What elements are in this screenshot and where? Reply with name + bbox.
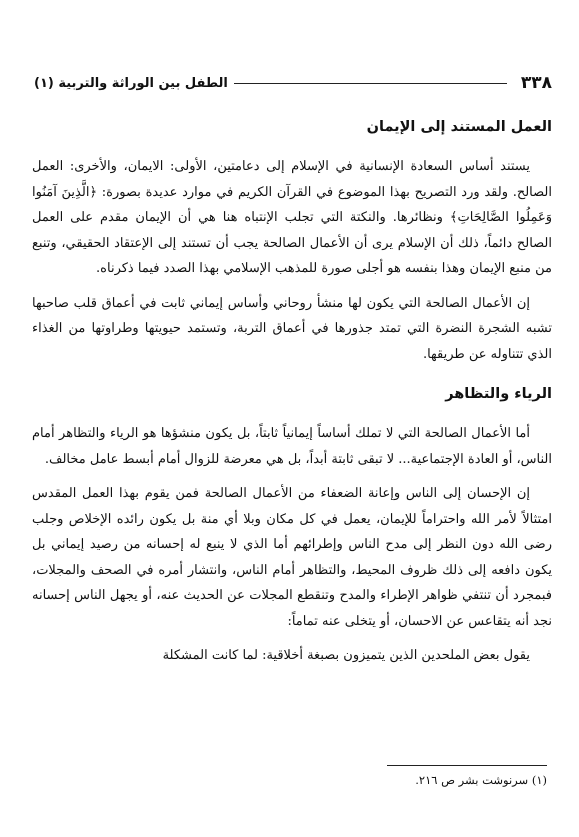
text-line: والأخرى: العمل الصالح. ولقد ورد التصريح بهذا الموضوع في القرآن الكريم في (32, 159, 552, 200)
text-line: الذي لا ينبع له إحسانه من رصيد إيماني بل يكون دافعه إلى ذلك ظروف المحيط، (32, 537, 553, 578)
running-title: الطفل بين الوراثة والتربية (١) (34, 75, 228, 91)
text-line: ظواهر الإطراء والمدح وتنقطع المجلات عن الحديث عنه، أو يجهل الناس إحسانه (32, 588, 458, 603)
footnote: (١) سرنوشت بشر ص ٢١٦. (415, 773, 547, 787)
text-line: إن الأعمال الصالحة التي يكون لها منشأ روحاني وأساس إيماني ثابت في (139, 295, 530, 311)
text-line: العمل المقدس امتثالاً لأمر الله واحتراماً للإيمان، يعمل في كل مكان وبلا أي منة بل (32, 486, 552, 527)
text-line: يستند أساس السعادة الإنسانية في الإسلام إلى دعامتين، الأولى: الايمان، (123, 159, 531, 174)
page-body (32, 112, 552, 669)
paragraph (32, 154, 552, 282)
paragraph (32, 291, 552, 368)
section-heading-faith-based-work: العمل المستند إلى الإيمان (366, 119, 552, 135)
header-rule (234, 83, 507, 84)
text-line: إن الإحسان إلى الناس وإعانة الضعفاء من الأعمال الصالحة فمن يقوم بهذا (118, 486, 530, 501)
text-line: تجلب الإنتباه هنا هي أن الإيمان مقدم على العمل الصالح دائماً، ذلك أن الإسلام (32, 210, 552, 251)
page-header (34, 72, 552, 94)
text-line: معرضة للزوال أمام أبسط عامل مخالف. (44, 451, 262, 467)
text-line: وتستمد حيويتها وطراوتها من الغذاء الذي تتناوله عن طريقها. (32, 321, 552, 362)
text-line: نجد أنه يتقاعس عن الاحسان، أو يتخلى عنه تماماً: (287, 613, 552, 629)
text-line: والتظاهر أمام الناس، وانتشار أمره في الصحف والمجلات، فبمجرد أن تنتفي (32, 562, 552, 603)
paragraph (32, 421, 552, 472)
footnote-rule (387, 765, 547, 766)
text-line: يكون رائده الإخلاص وجلب رضى الله دون النظر إلى مدح الناس وإطرائهم أما (32, 511, 552, 552)
text-line: يرى أن الأعمال الصالحة يجب أن تستند إلى الإعتقاد الحقيقي، وتنبع من منبع (32, 235, 552, 276)
section-heading-hypocrisy: الرياء والتظاهر (445, 386, 552, 402)
text-line: يقول بعض الملحدين الذين يتميزون بصبغة أخلاقية: لما كانت المشكلة (162, 648, 530, 663)
text-line: الإيمان وهذا بنفسه هو أجلى صورة للمذهب الإسلامي بهذا الصدد فيما ذكرناه. (96, 261, 506, 276)
text-line: أعماق قلب صاحبها تشبه الشجرة النضرة التي تمتد جذورها في أعماق التربة، (32, 295, 553, 336)
paragraph (32, 643, 552, 669)
page-number: ٣٣٨ (520, 73, 552, 93)
paragraph (32, 481, 552, 634)
text-line: موارد عديدة بصورة: ﴿الَّذِينَ آمَنُوا وَعَمِلُوا الصَّالِحَاتِ﴾ ونظائرها. والنكتة التي (32, 184, 552, 225)
text-line: الرياء والتظاهر أمام الناس، أو العادة الإجتماعية... لا تبقى ثابتة أبداً، بل هي (32, 426, 552, 467)
text-line: أما الأعمال الصالحة التي لا تملك أساساً إيمانياً ثابتاً، بل يكون منشؤها هو (142, 426, 531, 441)
